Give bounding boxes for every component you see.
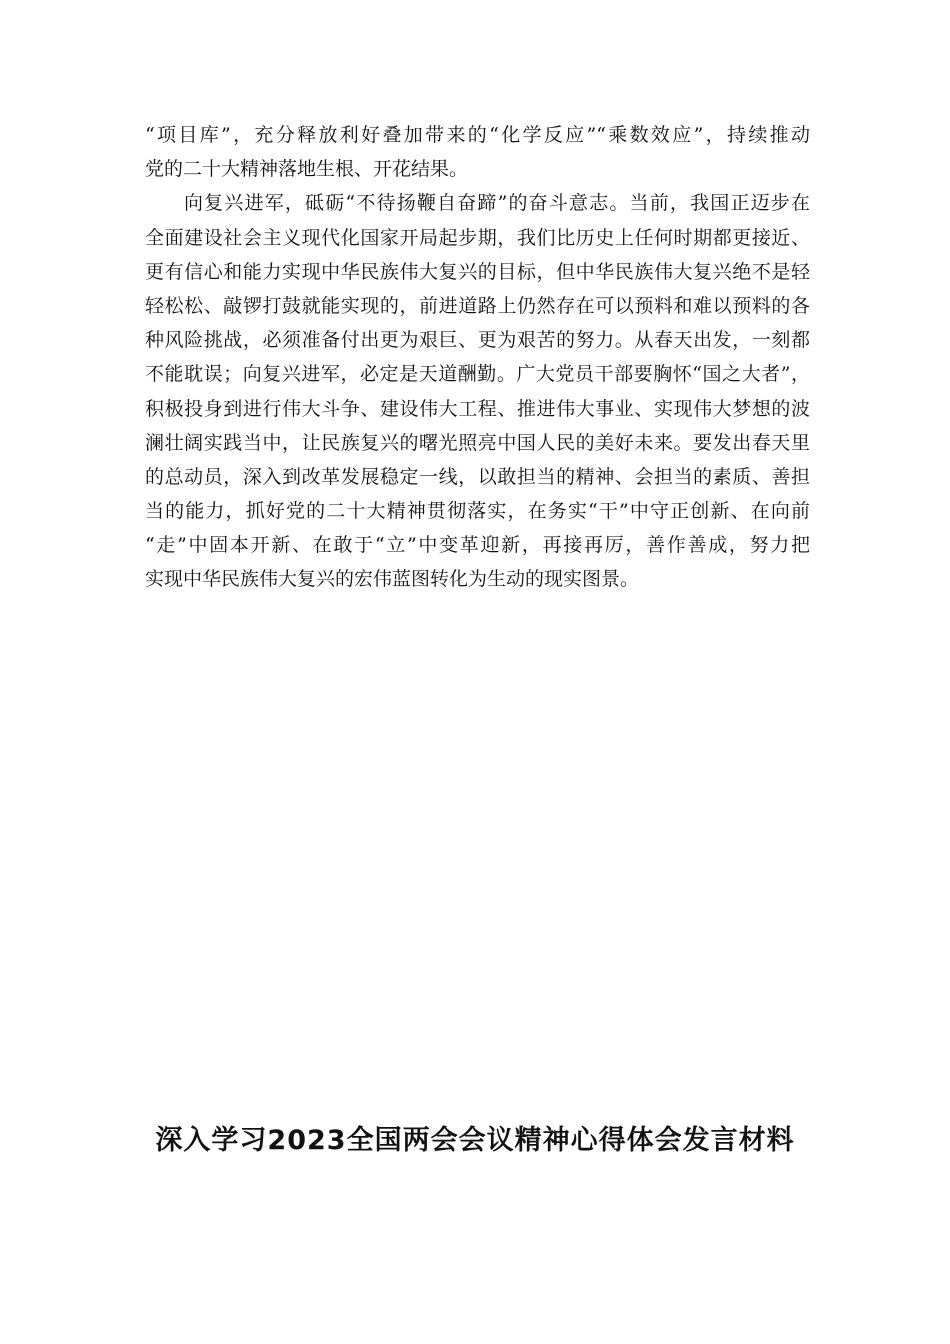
document-title: 深入学习2023全国两会会议精神心得体会发言材料 — [155, 1125, 795, 1156]
body-line: 当的能力，抓好党的二十大精神贯彻落实，在务实“干”中守正创新、在向前 — [145, 500, 810, 523]
body-line: 更有信心和能力实现中华民族伟大复兴的目标，但中华民族伟大复兴绝不是轻 — [145, 260, 810, 283]
body-line: 的总动员，深入到改革发展稳定一线，以敢担当的精神、会担当的素质、善担 — [145, 465, 810, 488]
body-line: 党的二十大精神落地生根、开花结果。 — [145, 158, 469, 181]
body-line: “项目库”，充分释放利好叠加带来的“化学反应”“乘数效应”，持续推动 — [145, 124, 810, 146]
body-text — [145, 118, 810, 597]
body-line: 澜壮阔实践当中，让民族复兴的曙光照亮中国人民的美好未来。要发出春天里 — [145, 431, 810, 454]
body-line: 轻松松、敲锣打鼓就能实现的，前进道路上仍然存在可以预料和难以预料的各 — [145, 294, 810, 317]
body-line: 实现中华民族伟大复兴的宏伟蓝图转化为生动的现实图景。 — [145, 568, 640, 591]
body-line: “走”中固本开新、在敢于“立”中变革迎新，再接再厉，善作善成，努力把 — [145, 534, 810, 557]
body-line: 积极投身到进行伟大斗争、建设伟大工程、推进伟大事业、实现伟大梦想的波 — [145, 397, 810, 420]
body-line: 种风险挑战，必须准备付出更为艰巨、更为艰苦的努力。从春天出发，一刻都 — [145, 329, 810, 352]
paragraph-first-line: 向复兴进军，砥砺“不待扬鞭自奋蹄”的奋斗意志。当前，我国正迈步在 — [184, 192, 810, 215]
body-line: 不能耽误；向复兴进军，必定是天道酬勤。广大党员干部要胸怀“国之大者”， — [145, 363, 810, 386]
body-line: 全面建设社会主义现代化国家开局起步期，我们比历史上任何时期都更接近、 — [145, 226, 810, 249]
